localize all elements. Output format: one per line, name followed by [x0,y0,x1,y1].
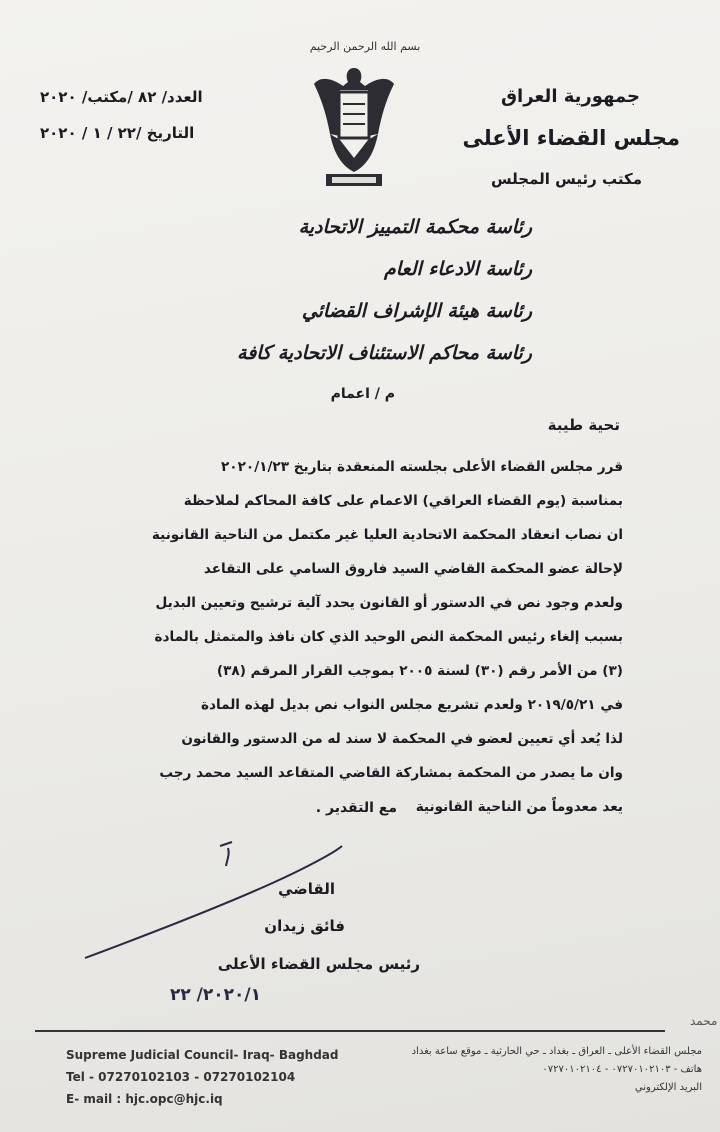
margin-note: محمد [690,1014,718,1028]
iraq-eagle-emblem-icon [312,62,396,190]
country-name: جمهورية العراق [500,86,640,107]
signer-title: القاضي [278,880,335,898]
body-line: وان ما يصدر من المحكمة بمشاركة القاضي المتقاعد السيد محمد رجب [159,765,623,781]
addressee-2: رئاسة الادعاء العام [383,258,532,280]
body-line: ان نصاب انعقاد المحكمة الاتحادية العليا غير مكتمل من الناحية القانونية [151,527,623,543]
body-line: بسبب إلغاء رئيس المحكمة النص الوحيد الذي كان نافذ والمتمثل بالمادة [154,629,623,645]
signer-position: رئيس مجلس القضاء الأعلى [217,955,420,973]
signer-name: فائق زيدان [264,917,345,935]
closing-line: مع التقدير . [315,800,397,816]
addressee-1: رئاسة محكمة التمييز الاتحادية [298,216,532,238]
body-line: يعد معدوماً من الناحية القانونية [415,799,623,815]
body-line: قرر مجلس القضاء الأعلى بجلسته المنعقدة بتاريخ ٢٠٢٠/١/٢٣ [221,459,623,475]
body-line: لذا يُعد أي تعيين لعضو في المحكمة لا سند له من الدستور والقانون [181,731,623,747]
footer-email-label-ar: البريد الإلكتروني [634,1082,702,1093]
footer-address-ar: مجلس القضاء الأعلى ـ العراق ـ بغداد ـ حي الحارثية ـ موقع ساعة بغداد [411,1046,702,1057]
addressee-4: رئاسة محاكم الاستئناف الاتحادية كافة [237,342,532,364]
footer-council-name: Supreme Judicial Council- Iraq- Baghdad [66,1048,339,1062]
greeting: تحية طيبة [547,416,620,434]
letter-body [128,450,623,824]
addressee-3: رئاسة هيئة الإشراف القضائي [301,300,532,322]
body-line: بمناسبة (يوم القضاء العراقي) الاعمام على كافة المحاكم لملاحظة [183,493,623,509]
council-name: مجلس القضاء الأعلى [462,126,680,150]
basmala: بسم الله الرحمن الرحيم [309,40,421,53]
handwritten-signature [80,840,380,960]
subject-line: م / اعمام [330,386,395,402]
body-line: لإحالة عضو المحكمة القاضي السيد فاروق السامي على التقاعد [203,561,623,577]
document-date: التاريخ /٢٢ / ١ / ٢٠٢٠ [40,124,195,142]
office-name: مكتب رئيس المجلس [490,170,642,188]
body-line: في ٢٠١٩/٥/٢١ ولعدم تشريع مجلس النواب نص بديل لهذه المادة [200,697,623,713]
reference-number: العدد/ ٨٢ /مكتب/ ٢٠٢٠ [40,88,203,106]
footer-phone-ar: هاتف - ٠٧٢٧٠١٠٢١٠٣ - ٠٧٢٧٠١٠٢١٠٤ [542,1064,702,1075]
signature-date: ٢٠٢٠/١/ ٢٢ [170,985,261,1005]
body-line: (٣) من الأمر رقم (٣٠) لسنة ٢٠٠٥ بموجب القرار المرقم (٣٨) [216,663,623,679]
body-line: ولعدم وجود نص في الدستور أو القانون يحدد آلية ترشيح وتعيين البديل [155,595,623,611]
footer-email: E- mail : hjc.opc@hjc.iq [66,1092,223,1106]
footer-telephone: Tel - 07270102103 - 07270102104 [66,1070,296,1084]
footer-divider [35,1030,665,1032]
